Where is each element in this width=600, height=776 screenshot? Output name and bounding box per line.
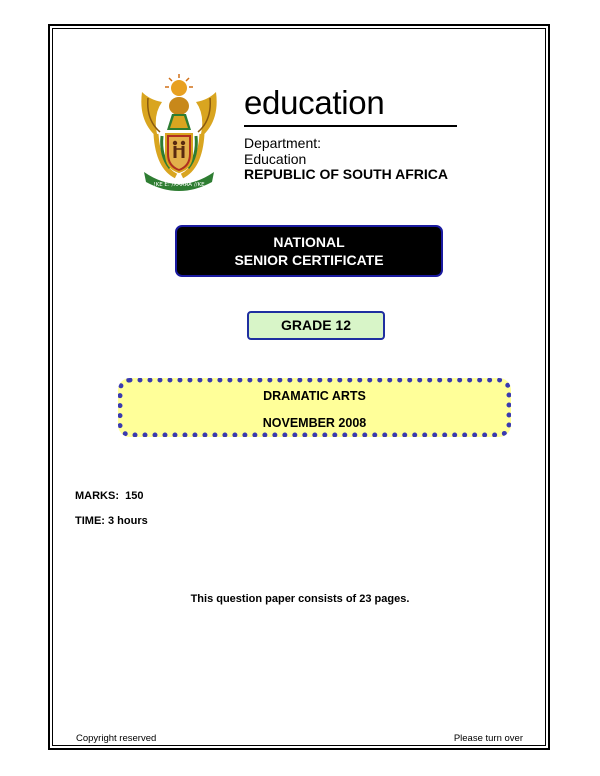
grade-badge: GRADE 12 [247, 311, 385, 340]
time-info: TIME: 3 hours [75, 515, 148, 527]
exam-session: NOVEMBER 2008 [262, 416, 367, 430]
department-label: Department: [244, 135, 322, 151]
subject-name: DRAMATIC ARTS [263, 389, 366, 403]
logo-word: education [244, 84, 385, 121]
certificate-banner [175, 225, 443, 277]
certificate-line-1: NATIONAL [273, 234, 345, 250]
department-name: Education [244, 151, 307, 167]
subject-box [118, 378, 511, 437]
country-name: REPUBLIC OF SOUTH AFRICA [244, 166, 449, 182]
logo-underline [244, 125, 457, 127]
coat-of-arms-icon [136, 72, 222, 192]
copyright-note: Copyright reserved [76, 733, 157, 744]
turn-over-note: Please turn over [453, 733, 523, 744]
certificate-line-2: SENIOR CERTIFICATE [234, 252, 384, 268]
coat-motto: !KE E: /XARRA //KE [153, 182, 205, 188]
marks-info: MARKS: 150 [75, 490, 144, 502]
page-count-note: This question paper consists of 23 pages. [190, 593, 410, 605]
